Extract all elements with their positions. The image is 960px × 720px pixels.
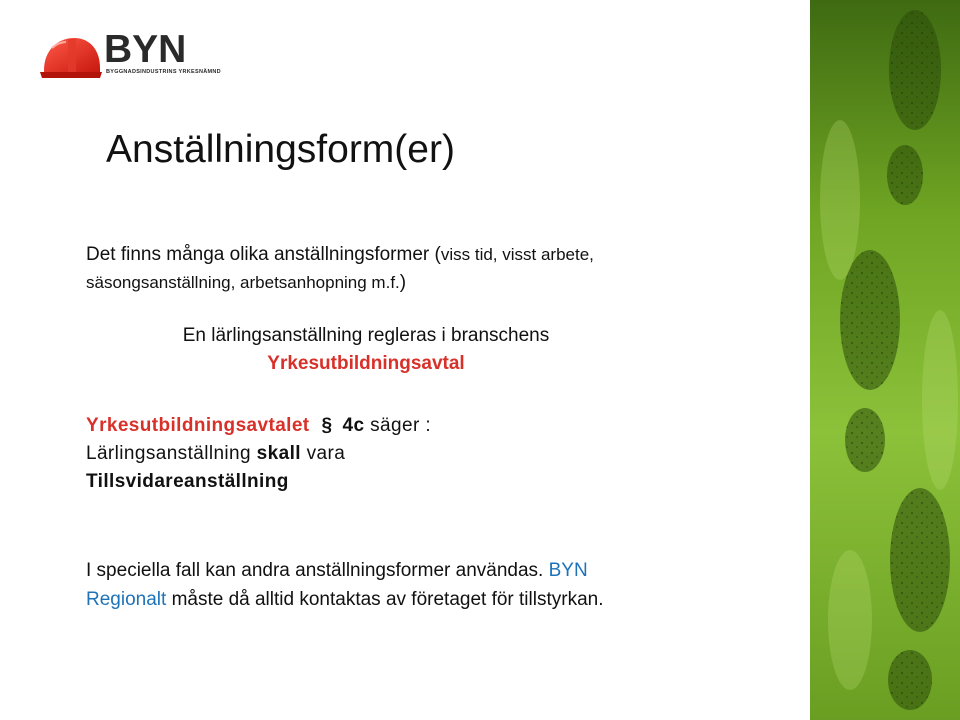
special-text-1: I speciella fall kan andra anställningsformer användas. [86,560,544,581]
regulation-paragraph [86,322,646,378]
special-text-2: måste då alltid kontaktas av företaget för tillstyrkan. [171,589,604,610]
shall-text: skall [256,443,301,464]
regulation-line: En lärlingsanställning regleras i branschens [182,325,550,346]
footprints-image [810,0,960,720]
logo-tagline: BYGGNADSINDUSTRINS YRKESNÄMND [106,69,221,75]
apprenticeship-text: Lärlingsanställning [86,443,251,464]
agreement-paragraph [86,412,646,496]
agreement-name: Yrkesutbildningsavtalet [86,415,310,436]
logo-wordmark: BYN [104,28,187,71]
byn-regional-link[interactable]: BYN Regionalt [86,560,588,610]
byn-logo [38,28,221,84]
intro-text-3: ) [399,272,407,293]
special-cases-paragraph [86,556,666,614]
says-text: säger : [370,415,432,436]
section-number: 4c [342,415,365,436]
slide-title: Anställningsform(er) [106,128,455,171]
agreement-highlight: Yrkesutbildningsavtal [267,353,465,374]
permanent-employment-text: Tillsvidareanställning [86,471,289,492]
intro-text-2: viss tid, visst arbete, säsongsanställning, arbetsanhopning m.f. [86,245,594,292]
intro-text-1: Det finns många olika anställningsformer ( [86,244,441,265]
be-text: vara [306,443,346,464]
hard-hat-icon [38,32,104,84]
intro-paragraph [86,241,646,297]
section-symbol: § [321,415,333,436]
